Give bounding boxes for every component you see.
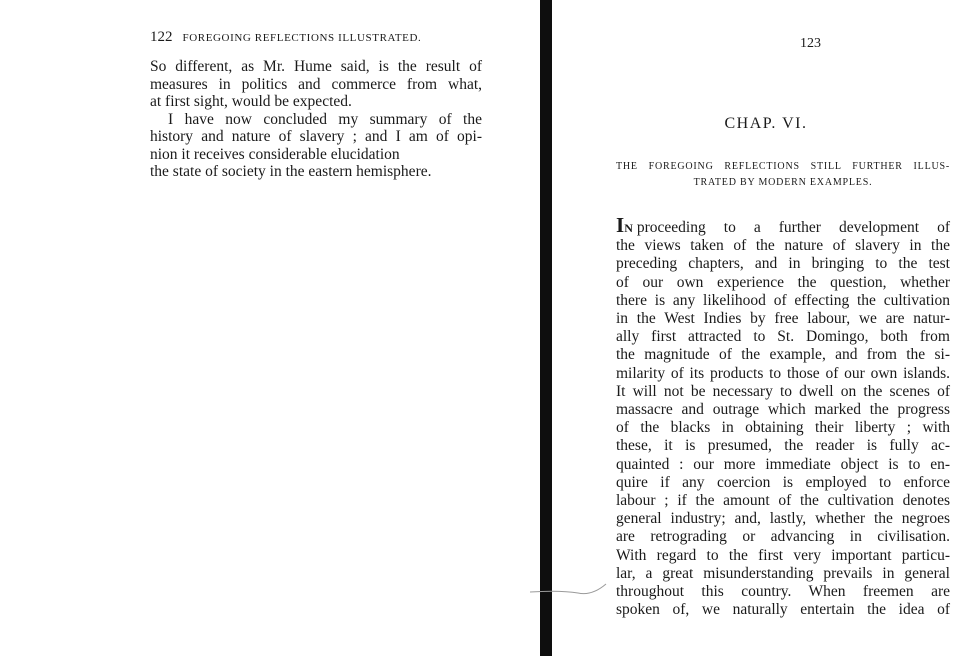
text-line: With regard to the first very important particu- xyxy=(616,546,950,564)
text-line: these, it is presumed, the reader is fully ac- xyxy=(616,437,950,455)
text-line: general industry; and, lastly, whether the negroes xyxy=(616,510,950,528)
text-line: labour ; if the amount of the cultivation denotes xyxy=(616,492,950,510)
chapter-subtitle xyxy=(616,159,950,191)
text-line: history and nature of slavery ; and I am of opi- xyxy=(150,128,482,145)
text-line: of our own experience the question, whether xyxy=(616,273,950,291)
text-line: milarity of its products to those of our own islands. xyxy=(616,364,950,382)
text-line: measures in politics and commerce from what, xyxy=(150,75,482,93)
left-body-text xyxy=(150,58,482,181)
text-line: of the blacks in obtaining their liberty ; with xyxy=(616,419,950,437)
text-line: I have now concluded my summary of the xyxy=(168,110,482,128)
book-gutter xyxy=(540,0,552,656)
text-line: ally first attracted to St. Domingo, both from xyxy=(616,328,950,346)
text-line: quire if any coercion is employed to enforce xyxy=(616,473,950,491)
text-line: spoken of, we naturally entertain the idea of xyxy=(616,601,950,619)
text-line: nion it receives considerable elucidation xyxy=(150,145,400,163)
text-line: the views taken of the nature of slavery in the xyxy=(616,237,950,255)
text-line: at first sight, would be expected. xyxy=(150,93,352,110)
text-line: there is any likelihood of effecting the cultivation xyxy=(616,291,950,309)
subtitle-line: THE FOREGOING REFLECTIONS STILL FURTHER ILLUS- xyxy=(616,161,950,172)
text-line-first xyxy=(616,213,950,237)
drop-cap: I xyxy=(616,213,625,237)
text-line: throughout this country. When freemen are xyxy=(616,583,950,601)
running-head xyxy=(150,29,421,46)
text-line: preceding chapters, and in bringing to the test xyxy=(616,255,950,273)
text-line: quainted : our more immediate object is to en- xyxy=(616,455,950,473)
text-line: So different, as Mr. Hume said, is the result of xyxy=(150,58,482,75)
text-line: the state of society in the eastern hemisphere. xyxy=(150,163,432,180)
running-head-title: FOREGOING REFLECTIONS ILLUSTRATED. xyxy=(182,32,422,44)
small-caps: N xyxy=(624,221,633,235)
text-line: It will not be necessary to dwell on the scenes of xyxy=(616,382,950,400)
right-body-text xyxy=(616,213,950,619)
right-page xyxy=(552,0,980,656)
text-line: lar, a great misunderstanding prevails in general xyxy=(616,564,950,582)
text-line: in the West Indies by free labour, we are natur- xyxy=(616,310,950,328)
text-line: are retrograding or advancing in civilisation. xyxy=(616,528,950,546)
subtitle-line: TRATED BY MODERN EXAMPLES. xyxy=(693,177,873,188)
right-page-number: 123 xyxy=(800,36,821,51)
text-line: massacre and outrage which marked the progress xyxy=(616,401,950,419)
first-line-text: proceeding to a further development of xyxy=(636,219,950,236)
chapter-title: CHAP. VI. xyxy=(724,115,808,132)
left-page-number: 122 xyxy=(150,29,173,45)
text-line: the magnitude of the example, and from the si- xyxy=(616,346,950,364)
